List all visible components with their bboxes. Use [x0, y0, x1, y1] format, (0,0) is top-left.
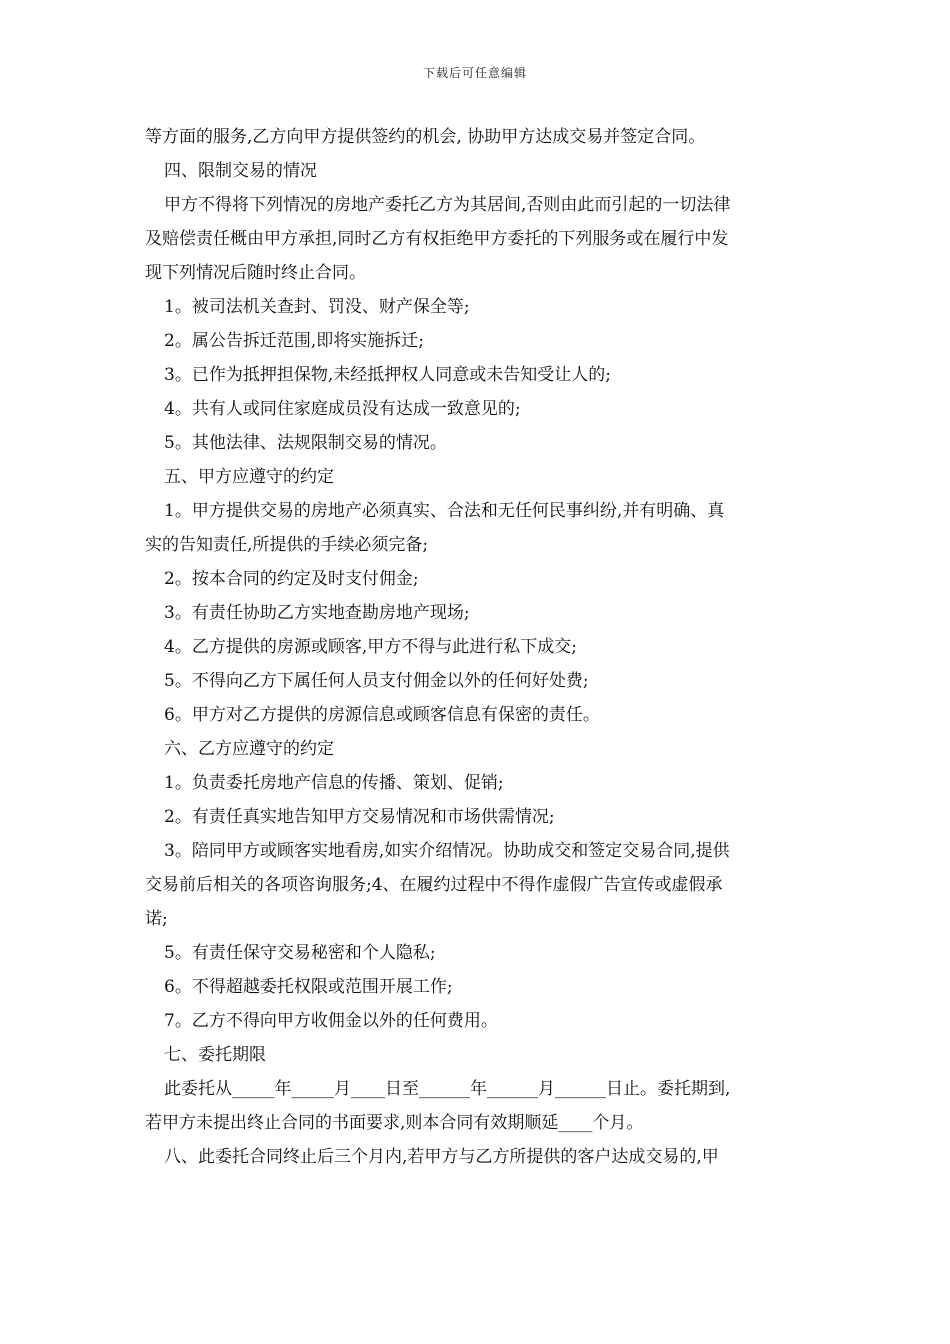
paragraph-line: 4。乙方提供的房源或顾客,甲方不得与此进行私下成交;	[164, 637, 577, 657]
paragraph-line: 2。有责任真实地告知甲方交易情况和市场供需情况;	[164, 807, 555, 827]
paragraph-line: 6。甲方对乙方提供的房源信息或顾客信息有保密的责任。	[164, 705, 600, 725]
paragraph-line: 等方面的服务,乙方向甲方提供签约的机会, 协助甲方达成交易并签定合同。	[145, 127, 706, 147]
paragraph-line: 2。属公告拆迁范围,即将实施拆迁;	[164, 331, 424, 351]
paragraph-line: 交易前后相关的各项咨询服务;4、在履约过程中不得作虚假广告宣传或虚假承	[145, 875, 723, 895]
paragraph-line: 诺;	[145, 909, 168, 929]
paragraph-line: 五、甲方应遵守的约定	[164, 467, 334, 487]
paragraph-line: 七、委托期限	[164, 1045, 266, 1065]
paragraph-line: 3。陪同甲方或顾客实地看房,如实介绍情况。协助成交和签定交易合同,提供	[164, 841, 730, 861]
paragraph-line: 六、乙方应遵守的约定	[164, 739, 334, 759]
paragraph-line: 4。共有人或同住家庭成员没有达成一致意见的;	[164, 399, 521, 419]
paragraph-line: 1。甲方提供交易的房地产必须真实、合法和无任何民事纠纷,并有明确、真	[164, 501, 725, 521]
paragraph-line: 现下列情况后随时终止合同。	[145, 263, 366, 283]
paragraph-line: 5。不得向乙方下属任何人员支付佣金以外的任何好处费;	[164, 671, 589, 691]
paragraph-line: 四、限制交易的情况	[164, 161, 317, 181]
paragraph-line: 5。有责任保守交易秘密和个人隐私;	[164, 943, 436, 963]
paragraph-line: 7。乙方不得向甲方收佣金以外的任何费用。	[164, 1011, 498, 1031]
paragraph-line: 1。被司法机关查封、罚没、财产保全等;	[164, 297, 470, 317]
paragraph-line: 八、此委托合同终止后三个月内,若甲方与乙方所提供的客户达成交易的,甲	[164, 1147, 719, 1167]
paragraph-line: 5。其他法律、法规限制交易的情况。	[164, 433, 447, 453]
paragraph-line: 1。负责委托房地产信息的传播、策划、促销;	[164, 773, 504, 793]
paragraph-line: 6。不得超越委托权限或范围开展工作;	[164, 977, 453, 997]
paragraph-line: 3。有责任协助乙方实地查勘房地产现场;	[164, 603, 470, 623]
paragraph-line: 甲方不得将下列情况的房地产委托乙方为其居间,否则由此而引起的一切法律	[164, 195, 731, 215]
paragraph-line: 2。按本合同的约定及时支付佣金;	[164, 569, 419, 589]
document-body	[145, 120, 807, 1174]
paragraph-line: 实的告知责任,所提供的手续必须完备;	[145, 535, 429, 555]
paragraph-line: 及赔偿责任概由甲方承担,同时乙方有权拒绝甲方委托的下列服务或在履行中发	[145, 229, 729, 249]
page-header-note: 下载后可任意编辑	[422, 66, 527, 80]
paragraph-line: 此委托从_____年_____月____日至______年______月______日止。委托期到,	[164, 1079, 731, 1099]
paragraph-line: 3。已作为抵押担保物,未经抵押权人同意或未告知受让人的;	[164, 365, 611, 385]
paragraph-line: 若甲方未提出终止合同的书面要求,则本合同有效期顺延____个月。	[145, 1113, 644, 1133]
